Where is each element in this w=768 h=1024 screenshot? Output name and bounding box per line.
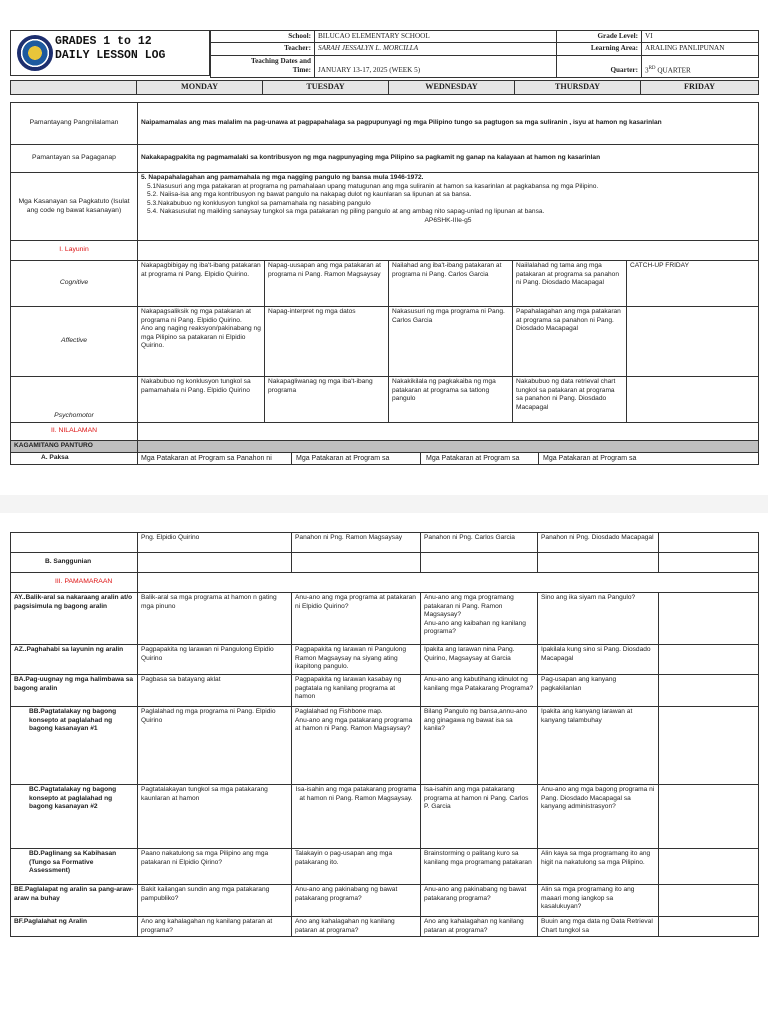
nilalaman-blank <box>138 423 759 441</box>
paksa-mon: Mga Patakaran at Program sa Panahon ni <box>141 454 272 462</box>
grade-label: Grade Level: <box>557 31 642 43</box>
step-label: BE.Paglalapat ng aralin sa pang-araw-araw na buhay <box>11 885 138 917</box>
kagamitan-blank <box>138 441 759 453</box>
day-tuesday: TUESDAY <box>263 81 389 95</box>
cognitive-thu: Naiilalahad ng tama ang mga patakaran at programa sa panahon ni Pang. Diosdado Macapagal <box>513 261 627 307</box>
step-cell: Pagpapakita ng larawan ni Pangulong Ramon Magsaysay na siyang ating ikapitong pangulo. <box>292 645 421 675</box>
paksa-cont-label <box>11 533 138 553</box>
step-cell: Anu-ano ang mga programa at patakaran ni Elpidio Quirino? <box>292 593 421 645</box>
cognitive-fri: CATCH-UP FRIDAY <box>627 261 759 307</box>
paksa-label: A. Paksa <box>11 452 138 464</box>
kasanayan-item: 5.2. Naiisa-isa ang mga kontribusyon ng bawat pangulo na nakapag dulot ng kaunlaran sa lipunan at sa bansa. <box>147 191 472 199</box>
kasanayan-cell <box>138 173 759 241</box>
paksa-cont-wed: Panahon ni Png. Carlos Garcia <box>421 533 538 553</box>
step-cell: Ipakilala kung sino si Pang. Diosdado Macapagal <box>538 645 659 675</box>
psychomotor-tue: Nakapagliwanag ng mga iba't-ibang programa <box>265 377 389 423</box>
lesson-log-page-2 <box>0 513 768 1024</box>
step-cell: Anu-ano ang pakinabang ng bawat patakarang programa? <box>292 885 421 917</box>
psychomotor-fri <box>627 377 759 423</box>
layunin-label: I. Layunin <box>11 241 138 261</box>
step-cell: Ano ang kahalagahan ng kanilang pataran at programa? <box>138 917 292 937</box>
day-friday: FRIDAY <box>641 81 759 95</box>
page-gap <box>0 495 768 513</box>
step-cell: Paano nakatulong sa mga Pilipino ang mga patakaran ni Elpidio Qirino? <box>138 849 292 885</box>
step-cell: Pag-usapan ang kanyang pagkakilanlan <box>538 675 659 707</box>
pamantayang-text: Naipamamalas ang mas malalim na pag-unawa at pagpapahalaga sa pagpupunyagi ng mga Pilipino tungo sa pagtugon sa mga suliranin , isyu at hamon ng kasarinlan <box>138 103 759 145</box>
pamamaraan-label: III. PAMAMARAAN <box>11 573 138 593</box>
kasanayan-code: AP6SHK-IIIe-g5 <box>424 216 472 224</box>
day-monday: MONDAY <box>137 81 263 95</box>
pamantayang-label: Pamantayang Pangnilalaman <box>11 103 138 145</box>
step-cell: Pagbasa sa batayang aklat <box>138 675 292 707</box>
paksa-cell <box>138 452 759 464</box>
sanggunian-wed <box>421 553 538 573</box>
step-cell: Pagpapakita ng larawan ni Pangulong Elpidio Quirino <box>138 645 292 675</box>
quarter-value <box>642 55 759 77</box>
step-label: AZ..Paghahabi sa layunin ng aralin <box>11 645 138 675</box>
paksa-thu: Mga Patakaran at Program sa <box>543 454 637 462</box>
step-cell <box>659 707 759 785</box>
cognitive-tue: Napag-uusapan ang mga patakaran at programa ni Pang. Ramon Magsaysay <box>265 261 389 307</box>
step-label: BF.Paglalahat ng Aralin <box>11 917 138 937</box>
affective-mon: Nakapagsaliksik ng mga patakaran at programa ni Pang. Elpidio Quirino. Ano ang naging reaksyon/pakinabang ng mga Pilipino sa patakaran ni Elpidio Quirino. <box>138 307 265 377</box>
sanggunian-tue <box>292 553 421 573</box>
step-cell: Isa-isahin ang mga patakarang programa at hamon ni Pang. Carlos P. Garcia <box>421 785 538 849</box>
dates-label-2: Time: <box>292 66 311 75</box>
teacher-label: Teacher: <box>211 43 315 55</box>
paksa-tue: Mga Patakaran at Program sa <box>296 454 390 462</box>
quarter-num: 3 <box>645 66 649 75</box>
step-cell: Paglalahad ng Fishbone map. Anu-ano ang mga patakarang programa at hamon ni Pang. Ramon Magsaysay? <box>292 707 421 785</box>
dates-label <box>211 55 315 77</box>
step-label: BD.Paglinang sa Kabihasan (Tungo sa Formative Assessment) <box>11 849 138 885</box>
quarter-word: QUARTER <box>657 66 691 75</box>
paganap-text: Nakakapagpakita ng pagmamalaki sa kontribusyon ng mga nagpunyaging mga Pilipino sa pagkamit ng ganap na kalayaan at hamon ng kasarinlan <box>138 145 759 173</box>
dates-label-1: Teaching Dates and <box>250 56 311 65</box>
step-label: BA.Pag-uugnay ng mga halimbawa sa bagong aralin <box>11 675 138 707</box>
step-cell: Talakayin o pag-usapan ang mga patakarang ito. <box>292 849 421 885</box>
step-cell <box>659 675 759 707</box>
quarter-sup: RD <box>648 65 656 71</box>
step-cell: Ipakita ang larawan nina Pang. Quirino, Magsaysay at Garcia <box>421 645 538 675</box>
day-header <box>10 80 759 95</box>
affective-thu: Papahalagahan ang mga patakaran at programa sa panahon ni Pang. Diosdado Macapagal <box>513 307 627 377</box>
nilalaman-label: II. NILALAMAN <box>11 423 138 441</box>
paksa-cont-tue: Panahon ni Png. Ramon Magsaysay <box>292 533 421 553</box>
title-line-1: GRADES 1 to 12 <box>55 35 152 48</box>
area-label: Learning Area: <box>557 43 642 55</box>
title-block <box>10 30 210 76</box>
step-cell: Bakit kailangan sundin ang mga patakarang pampubliko? <box>138 885 292 917</box>
step-cell: Sino ang ika siyam na Pangulo? <box>538 593 659 645</box>
school-label: School: <box>211 31 315 43</box>
step-cell: Ipakita ang kanyang larawan at kanyang talambuhay <box>538 707 659 785</box>
step-label: AY..Balik-aral sa nakaraang aralin at/o pagsisimula ng bagong aralin <box>11 593 138 645</box>
step-cell <box>659 645 759 675</box>
paganap-label: Pamantayan sa Pagaganap <box>11 145 138 173</box>
day-blank <box>11 81 137 95</box>
pamamaraan-blank <box>138 573 759 593</box>
kasanayan-item: 5.4. Nakasusulat ng maikling sanaysay tungkol sa mga patakaran ng piling pangulo at ang ambag nito sapag-unlad ng lipunan at bansa. <box>147 208 545 216</box>
cognitive-label: Cognitive <box>11 261 138 307</box>
sanggunian-mon <box>138 553 292 573</box>
sanggunian-fri <box>659 553 759 573</box>
paksa-wed: Mga Patakaran at Program sa <box>426 454 520 462</box>
teacher-value: SARAH JESSALYN L. MORCILLA <box>315 43 557 55</box>
kasanayan-head: 5. Napapahalagahan ang pamamahala ng mga nagging pangulo ng bansa mula 1946-1972. <box>141 174 424 181</box>
title-line-2: DAILY LESSON LOG <box>55 49 166 62</box>
step-cell: Balik-aral sa mga programa at hamon n gating mga pinuno <box>138 593 292 645</box>
step-cell: Alin kaya sa mga programang ito ang higit na nakatulong sa mga Pilipino. <box>538 849 659 885</box>
school-value: BILUCAO ELEMENTARY SCHOOL <box>315 31 557 43</box>
sanggunian-label: B. Sanggunian <box>11 553 138 573</box>
step-cell <box>659 785 759 849</box>
step-cell: Ano ang kahalagahan ng kanilang pataran at programa? <box>292 917 421 937</box>
paksa-cont-thu: Panahon ni Png. Diosdado Macapagal <box>538 533 659 553</box>
kasanayan-item: 5.3.Nakabubuo ng konklusyon tungkol sa pamamahala ng nasabing pangulo <box>147 199 371 207</box>
paksa-cont-mon: Png. Elpidio Quirino <box>138 533 292 553</box>
affective-fri <box>627 307 759 377</box>
dates-value: JANUARY 13-17, 2025 (WEEK 5) <box>315 55 557 77</box>
cognitive-mon: Nakapagbibigay ng iba't-ibang patakaran at programa ni Pang. Elpidio Quirino. <box>138 261 265 307</box>
day-wednesday: WEDNESDAY <box>389 81 515 95</box>
step-cell: Anu-ano ang mga bagong programa ni Pang. Diosdado Macapagal sa kanyang administrasyon? <box>538 785 659 849</box>
paksa-cont-fri <box>659 533 759 553</box>
step-label: BC.Pagtatalakay ng bagong konsepto at paglalahad ng bagong kasanayan #2 <box>11 785 138 849</box>
step-cell <box>659 849 759 885</box>
psychomotor-label: Psychomotor <box>11 377 138 423</box>
step-cell: Isa-isahin ang mga patakarang programa at hamon ni Pang. Ramon Magsaysay. <box>292 785 421 849</box>
info-table <box>210 30 759 78</box>
step-cell <box>659 917 759 937</box>
step-cell: Pagpapakita ng larawan kasabay ng pagtatala ng kanilang programa at hamon <box>292 675 421 707</box>
step-cell: Anu-ano ang mga programang patakaran ni Pang. Ramon Magsaysay? Anu-ano ang kaibahan ng kanilang programa? <box>421 593 538 645</box>
step-cell: Paglalahad ng mga programa ni Pang. Elpidio Quirino <box>138 707 292 785</box>
day-thursday: THURSDAY <box>515 81 641 95</box>
step-cell: Ano ang kahalagahan ng kanilang pataran at programa? <box>421 917 538 937</box>
cognitive-wed: Nailahad ang iba't-ibang patakaran at programa ni Pang. Carlos Garcia <box>389 261 513 307</box>
kasanayan-label: Mga Kasanayan sa Pagkatuto (Isulat ang code ng bawat kasanayan) <box>11 173 138 241</box>
psychomotor-thu: Nakabubuo ng data retrieval chart tungkol sa patakaran at programa sa panahon ni Pang. Diosdado Macapagal <box>513 377 627 423</box>
step-cell: Buuin ang mga data ng Data Retrieval Chart tungkol sa <box>538 917 659 937</box>
affective-wed: Nakasusuri ng mga programa ni Pang. Carlos Garcia <box>389 307 513 377</box>
step-cell: Pagtatalakayan tungkol sa mga patakarang kaunlaran at hamon <box>138 785 292 849</box>
affective-tue: Napag-interpret ng mga datos <box>265 307 389 377</box>
procedure-table <box>10 532 759 937</box>
step-cell: Bilang Pangulo ng bansa,annu-ano ang ginagawa ng bawat isa sa kanila? <box>421 707 538 785</box>
step-cell: Anu-ano ang pakinabang ng bawat patakarang programa? <box>421 885 538 917</box>
lesson-log-page-1 <box>0 0 768 495</box>
step-label: BB.Pagtatalakay ng bagong konsepto at paglalahad ng bagong kasanayan #1 <box>11 707 138 785</box>
grade-value: VI <box>642 31 759 43</box>
layunin-blank <box>138 241 759 261</box>
step-cell <box>659 593 759 645</box>
kagamitan-label: KAGAMITANG PANTURO <box>11 441 138 453</box>
step-cell <box>659 885 759 917</box>
sanggunian-thu <box>538 553 659 573</box>
psychomotor-wed: Nakakikilala ng pagkakaiba ng mga patakaran at programa sa tatlong pangulo <box>389 377 513 423</box>
main-table <box>10 102 759 465</box>
step-cell: Alin sa mga programang ito ang maaari mong iangkop sa kasalukuyan? <box>538 885 659 917</box>
kasanayan-item: 5.1Nasusuri ang mga patakaran at programa ng pamahalaan upang matugunan ang mga suliranin at hamon sa kasarinlan at pagkabansa ng mga Pilipino. <box>147 182 599 190</box>
psychomotor-mon: Nakabubuo ng konklusyon tungkol sa pamamahala ni Pang. Elpidio Quirino <box>138 377 265 423</box>
step-cell: Brainstorming o palitang kuro sa kanilang mga programang patakaran <box>421 849 538 885</box>
area-value: ARALING PANLIPUNAN <box>642 43 759 55</box>
deped-seal-icon <box>17 35 53 71</box>
affective-label: Affective <box>11 307 138 377</box>
quarter-label: Quarter: <box>557 55 642 77</box>
step-cell: Anu-ano ang kabutihang idinulot ng kanilang mga Patakarang Programa? <box>421 675 538 707</box>
